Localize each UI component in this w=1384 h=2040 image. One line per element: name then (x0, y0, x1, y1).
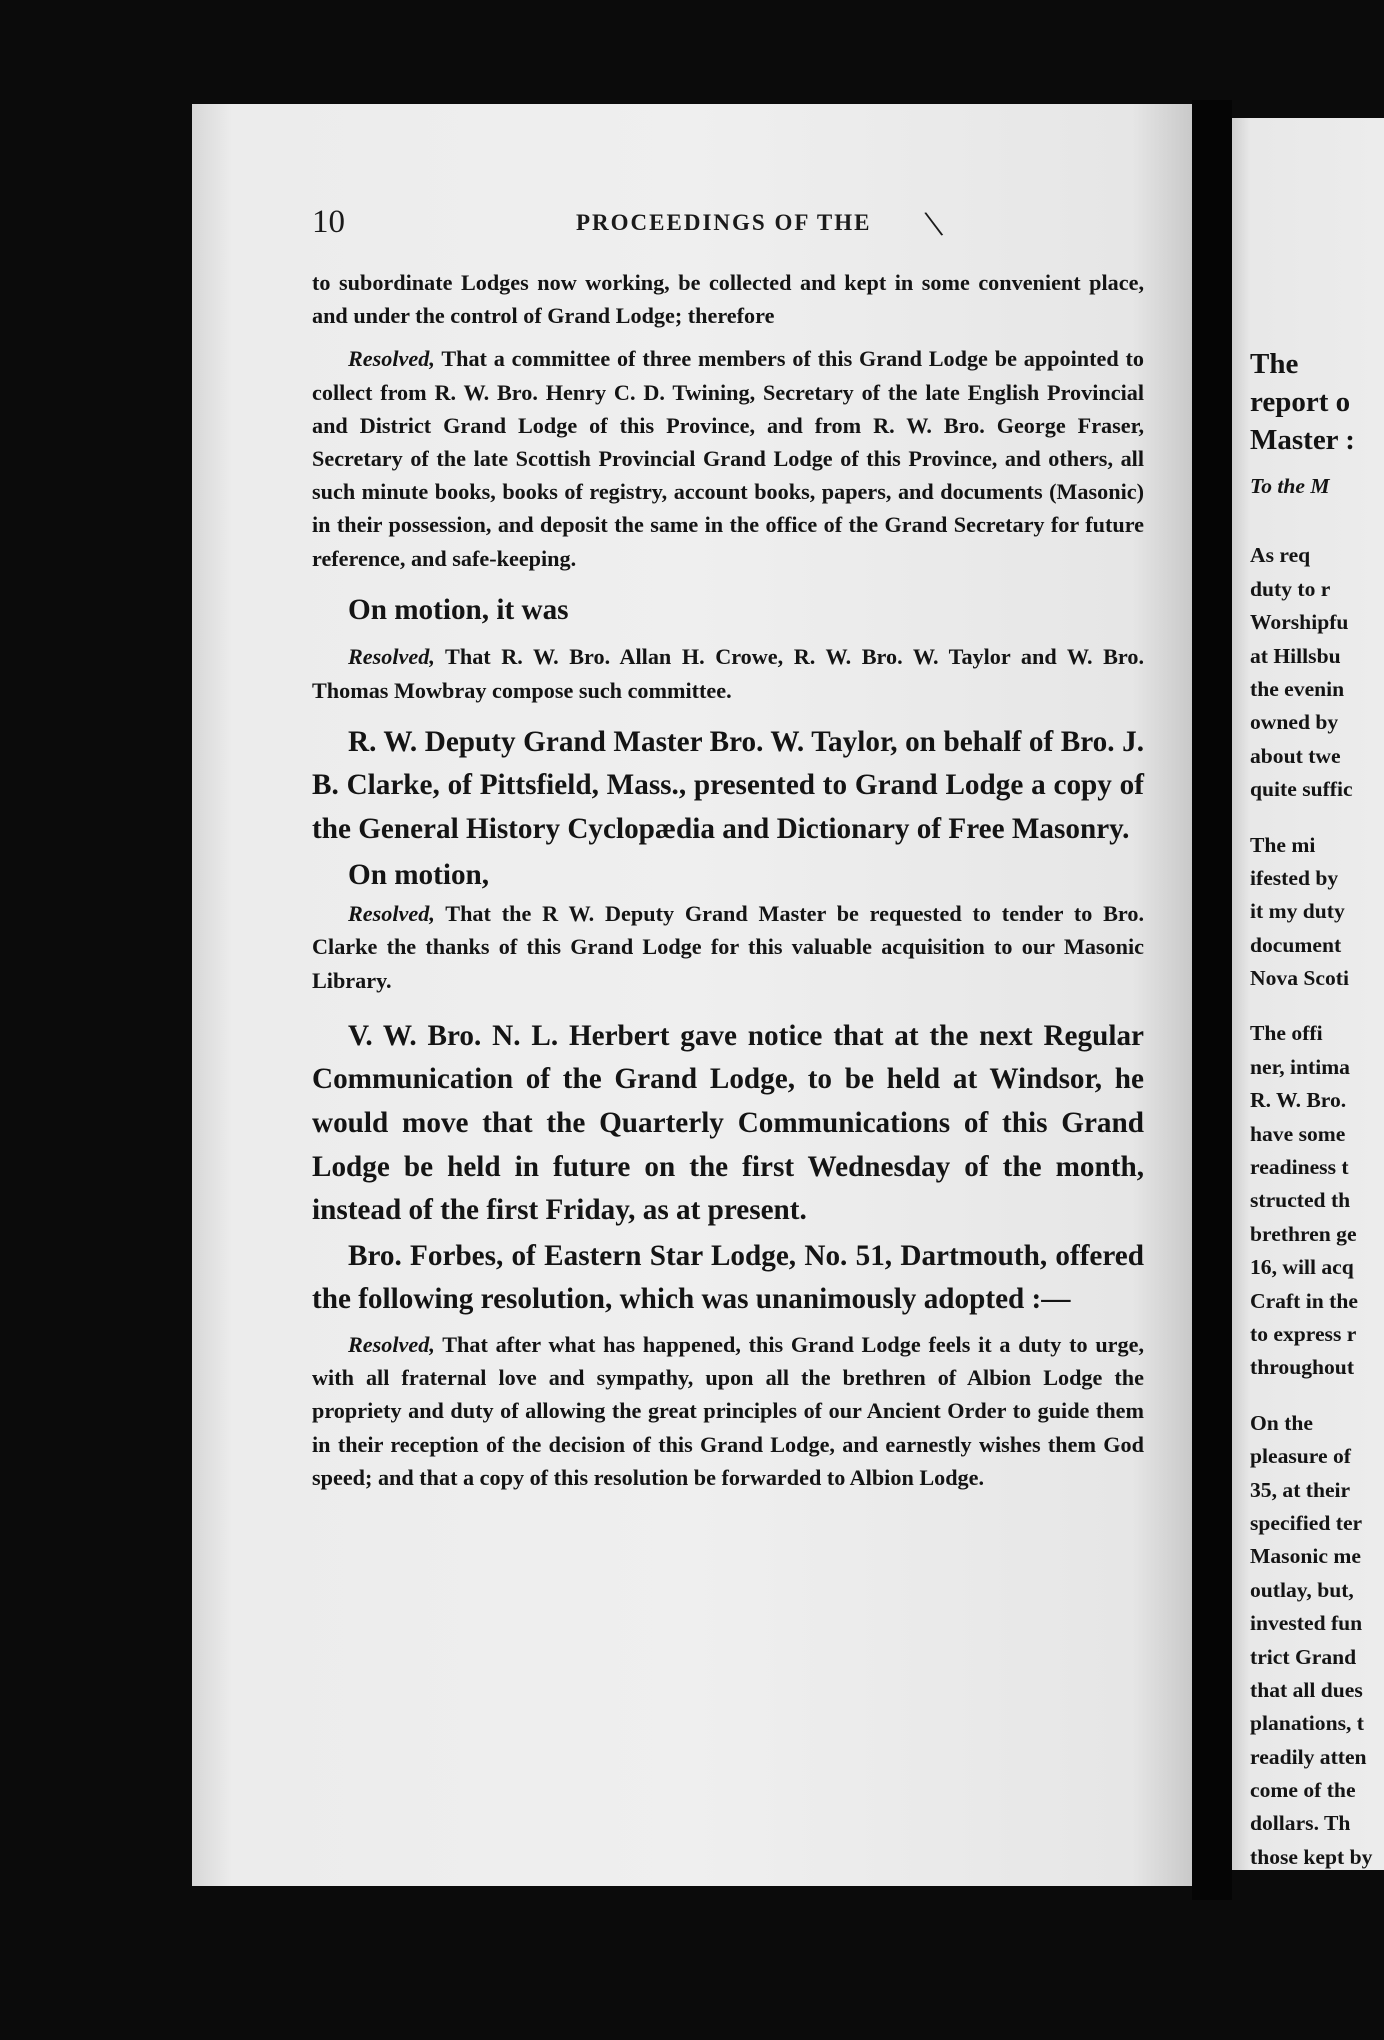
right-page-line: document (1250, 932, 1342, 957)
page-number: 10 (312, 204, 345, 240)
right-page-line: Master : (1250, 424, 1355, 456)
paragraph (312, 854, 1144, 898)
paragraph (312, 589, 1144, 633)
right-page-line: at Hillsbu (1250, 643, 1341, 668)
resolved-lead: Resolved, (348, 346, 435, 372)
right-page-line: The mi (1250, 832, 1316, 857)
right-page-line: planations, t (1250, 1711, 1364, 1736)
resolved-lead: Resolved, (348, 1331, 435, 1357)
resolved-lead: Resolved, (348, 901, 435, 927)
left-page (192, 104, 1192, 1886)
resolved-lead: Resolved, (348, 644, 435, 670)
right-page-line: The (1250, 348, 1299, 380)
right-page-line: have some (1250, 1121, 1346, 1146)
right-page-line: ifested by (1250, 865, 1339, 890)
paragraph (312, 897, 1144, 997)
right-page-line: Masonic me (1250, 1544, 1361, 1569)
paragraph-text: That the R W. Deputy Grand Master be requested to tender to Bro. Clarke the thanks of this Grand Lodge for this valuable acquisition to our Masonic Library. (312, 901, 1144, 993)
right-page-line: readily atten (1250, 1744, 1367, 1769)
body-text (312, 266, 1144, 1494)
running-head (312, 200, 1192, 247)
pen-mark: \ (921, 200, 946, 247)
right-page-line: On the (1250, 1410, 1313, 1435)
paragraph-text: On motion, (348, 858, 490, 891)
paragraph-text: R. W. Deputy Grand Master Bro. W. Taylor, on behalf of Bro. J. B. Clarke, of Pittsfield, Mass., presented to Grand Lodge a copy of the General History Cyclopædia and Dictionary of Free Masonry. (312, 725, 1144, 846)
paragraph (312, 1015, 1144, 1233)
right-page-line: The offi (1250, 1021, 1323, 1046)
paragraph (312, 1235, 1144, 1322)
paragraph-text: That a committee of three members of this Grand Lodge be appointed to collect from R. W. Bro. Henry C. D. Twining, Secretary of the late English Provincial and District Grand Lodge of this Province, and from R. W. Bro. George Fraser, Secretary of the late Scottish Provincial Grand Lodge of this Province, and others, all such minute books, books of registry, account books, papers, and documents (Masonic) in their possession, and deposit the same in the office of the Grand Secretary for future reference, and safe-keeping. (312, 346, 1144, 571)
right-page-line: owned by (1250, 710, 1339, 735)
paragraph-text: That after what has happened, this Grand Lodge feels it a duty to urge, with all fraternal love and sympathy, upon all the brethren of Albion Lodge the propriety and duty of allowing the great principles of our Ancient Order to guide them in their reception of the decision of this Grand Lodge, and earnestly wishes them God speed; and that a copy of this resolution be forwarded to Albion Lodge. (312, 1331, 1144, 1490)
right-page-line: to express r (1250, 1321, 1357, 1346)
right-page-line: duty to r (1250, 576, 1331, 601)
right-page-line: R. W. Bro. (1250, 1088, 1347, 1113)
right-page-line: pleasure of (1250, 1444, 1351, 1469)
right-page-line: readiness t (1250, 1155, 1349, 1180)
page-gutter (1192, 100, 1232, 1900)
right-page-line: Craft in the (1250, 1288, 1358, 1313)
right-page-line: Nova Scoti (1250, 966, 1349, 991)
right-page-line: To the M (1250, 474, 1330, 498)
right-page-line: that all dues (1250, 1677, 1363, 1702)
right-page-line: the evenin (1250, 676, 1345, 701)
right-page-text (1250, 278, 1384, 1870)
right-page-line: report o (1250, 386, 1351, 418)
right-page-line: those kept by (1250, 1844, 1373, 1869)
right-page-line: quite suffic (1250, 777, 1353, 802)
right-page-line: structed th (1250, 1188, 1351, 1213)
paragraph-text: Bro. Forbes, of Eastern Star Lodge, No. 51, Dartmouth, offered the following resolution, which was unanimously adopted :— (312, 1239, 1144, 1316)
paragraph-text: V. W. Bro. N. L. Herbert gave notice that at the next Regular Communication of the Grand Lodge, to be held at Windsor, he would move that the Quarterly Communications of this Grand Lodge be held in future on the first Wednesday of the month, instead of the first Friday, as at present. (312, 1019, 1144, 1227)
paragraph-text: On motion, it was (348, 593, 569, 626)
right-page-line: specified ter (1250, 1510, 1363, 1535)
paragraph (312, 721, 1144, 852)
paragraph (312, 1328, 1144, 1494)
right-page (1232, 118, 1384, 1870)
right-page-line: come of the (1250, 1778, 1356, 1803)
right-page-line: 16, will acq (1250, 1255, 1354, 1280)
right-page-line: outlay, but, (1250, 1577, 1354, 1602)
right-page-line: throughout (1250, 1355, 1355, 1380)
paragraph (312, 640, 1144, 706)
right-page-line: dollars. Th (1250, 1811, 1351, 1836)
right-page-line: brethren ge (1250, 1221, 1357, 1246)
running-head-title: PROCEEDINGS OF THE (576, 210, 872, 235)
paragraph (312, 266, 1144, 332)
right-page-line: As req (1250, 543, 1311, 568)
paragraph-text: to subordinate Lodges now working, be collected and kept in some convenient place, and under the control of Grand Lodge; therefore (312, 270, 1144, 329)
right-page-line: invested fun (1250, 1611, 1363, 1636)
right-page-line: 35, at their (1250, 1477, 1351, 1502)
paragraph (312, 342, 1144, 574)
right-page-line: ner, intima (1250, 1054, 1350, 1079)
right-page-line: trict Grand (1250, 1644, 1357, 1669)
right-page-line: Worshipfu (1250, 610, 1349, 635)
paragraph-text: That R. W. Bro. Allan H. Crowe, R. W. Bro. W. Taylor and W. Bro. Thomas Mowbray compose such committee. (312, 644, 1144, 703)
right-page-line: it my duty (1250, 899, 1345, 924)
right-page-line: about twe (1250, 743, 1341, 768)
